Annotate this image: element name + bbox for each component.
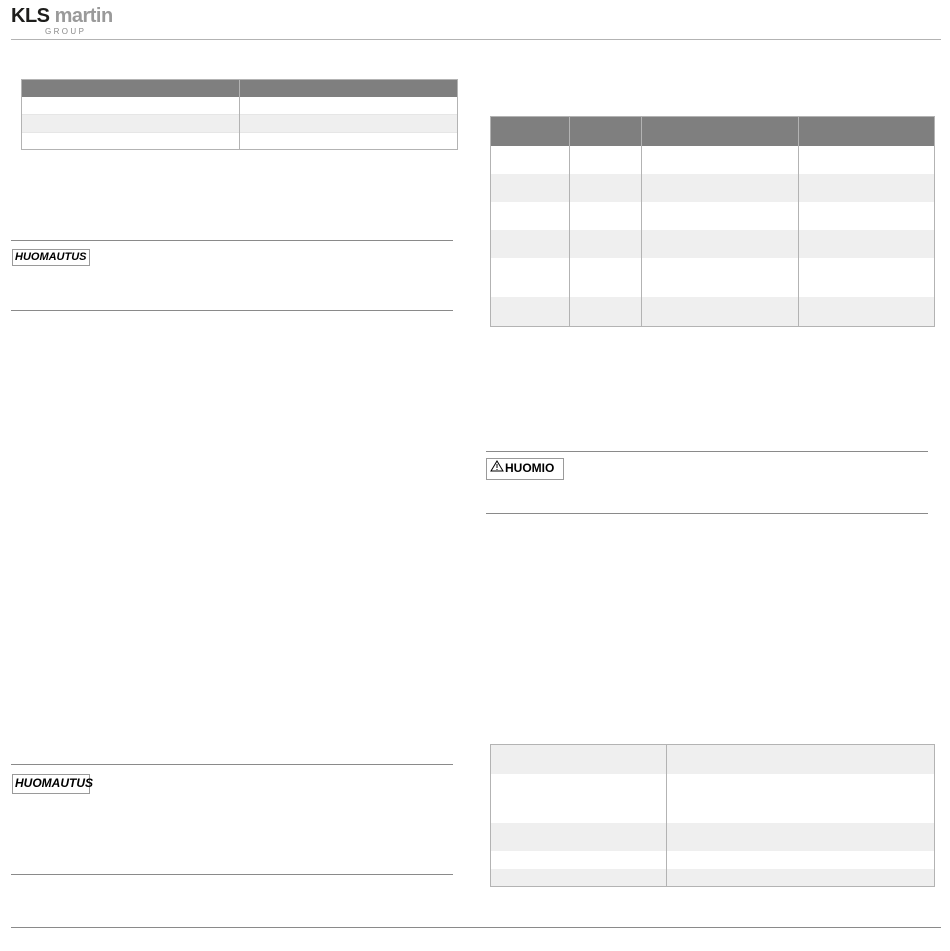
- caution-top-rule: [486, 451, 928, 452]
- table-right-top: [490, 116, 935, 327]
- table-row: [491, 230, 934, 258]
- caution-text: HUOMIO: [505, 461, 555, 475]
- logo-name: martin: [54, 5, 113, 27]
- table-left-top: [21, 79, 458, 150]
- footer-divider: [11, 927, 941, 928]
- table-right-bottom: [490, 744, 935, 887]
- notice-label: HUOMAUTUS: [12, 249, 90, 266]
- column-divider: [798, 117, 799, 326]
- table-row: [491, 869, 934, 886]
- table-row: [491, 146, 934, 174]
- column-divider: [666, 745, 667, 886]
- kls-martin-logo: [11, 6, 123, 34]
- column-divider: [569, 117, 570, 326]
- table-row: [491, 258, 934, 297]
- table-row: [491, 851, 934, 869]
- caution-bottom-rule: [486, 513, 928, 514]
- notice-label: HUOMAUTUS: [12, 774, 90, 794]
- table-row: [491, 745, 934, 774]
- logo-brand: KLS: [11, 5, 50, 27]
- table-row: [491, 823, 934, 851]
- table-header-row: [491, 117, 934, 146]
- table-row: [491, 174, 934, 202]
- notice-top-rule: [11, 764, 453, 765]
- warning-triangle-icon: [490, 459, 504, 478]
- notice-bottom-rule: [11, 874, 453, 875]
- table-row: [491, 202, 934, 230]
- header-divider: [11, 39, 941, 40]
- caution-label: [486, 458, 564, 480]
- column-divider: [641, 117, 642, 326]
- table-row: [491, 297, 934, 326]
- column-divider: [239, 80, 240, 149]
- notice-bottom-rule: [11, 310, 453, 311]
- table-row: [491, 774, 934, 823]
- notice-top-rule: [11, 240, 453, 241]
- logo-group: GROUP: [45, 27, 87, 36]
